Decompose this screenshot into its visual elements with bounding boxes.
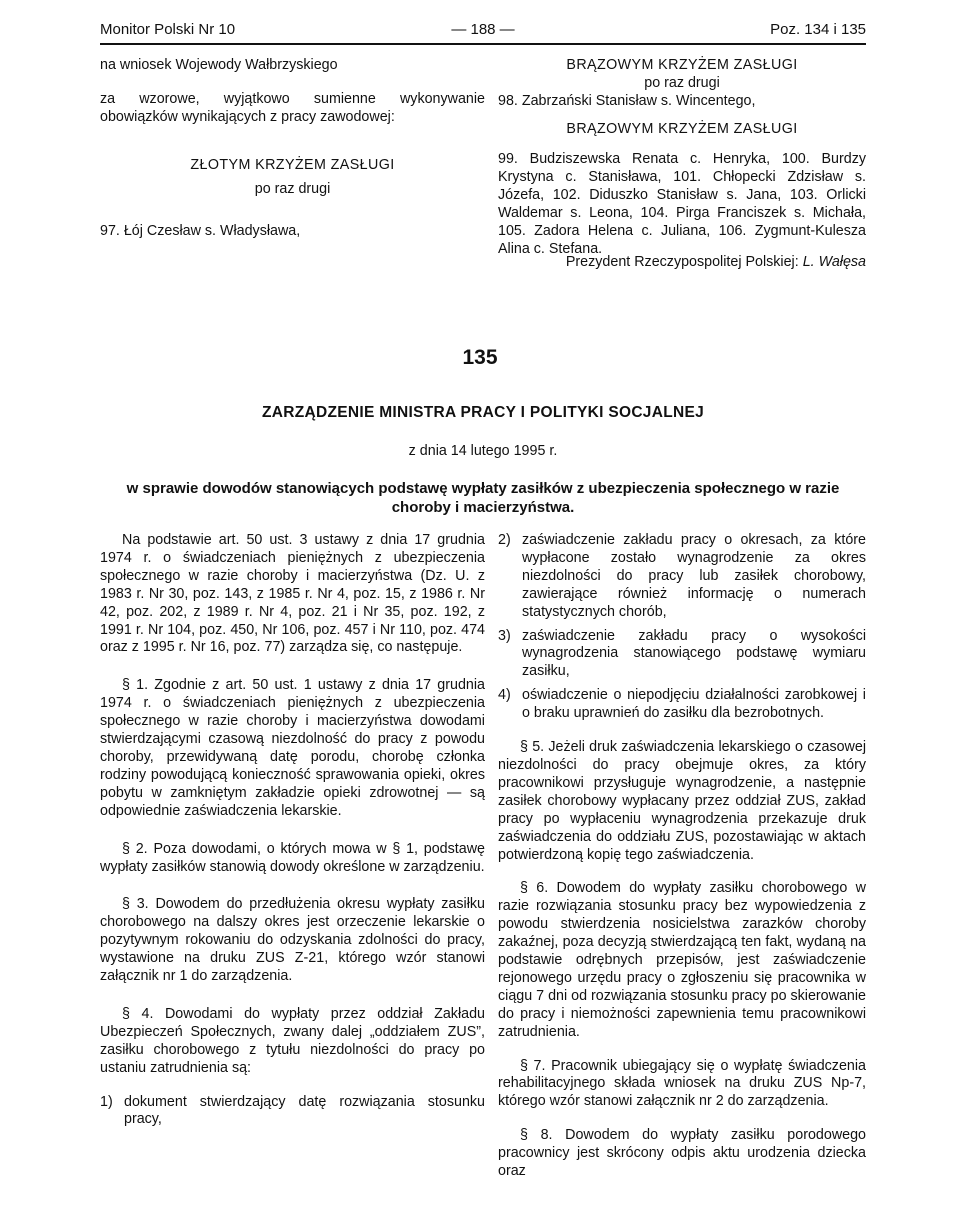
top-right-column	[498, 56, 866, 258]
preamble: Na podstawie art. 50 ust. 3 ustawy z dnia 17 grudnia 1974 r. o świadczeniach pieniężnych z ubezpieczenia społecznego w razie choroby i macierzyństwa (Dz. U. z 1983 r. Nr 30, poz. 143, z 1985 r. Nr 4, poz. 15, z 1986 r. Nr 42, poz. 202, z 1989 r. Nr 4, poz. 21 i Nr 35, poz. 192, z 1991 r. Nr 104, poz. 450, Nr 106, poz. 457 i Nr 110, poz. 474 oraz z 1995 r. Nr 16, poz. 77) zarządza się, co następuje.	[100, 532, 485, 656]
paragraph-5: § 5. Jeżeli druk zaświadczenia lekarskiego o czasowej niezdolności do pracy obejmuje okres, za który pracownikowi przysługuje wynagrodzenie, a następnie zasiłek chorobowy wypłacany przez oddział ZUS, zakład pracy po wypłaceniu wynagrodzenia przekazuje druk zaświadczenia do oddziału ZUS, pozostawiając w aktach potwierdzoną kopię tego zaświadczenia.	[498, 739, 866, 863]
award-title-1: BRĄZOWYM KRZYŻEM ZASŁUGI	[566, 57, 798, 73]
list-item-3	[498, 628, 866, 682]
page-header	[100, 21, 866, 45]
list-item-number: 1)	[100, 1093, 113, 1110]
award-title: ZŁOTYM KRZYŻEM ZASŁUGI	[190, 157, 395, 173]
body-left-column	[100, 532, 485, 1129]
list-item-text: zaświadczenie zakładu pracy o wysokości wynagrodzenia stanowiącego podstawę wymiaru zasiłku,	[522, 627, 866, 680]
paragraph-7: § 7. Pracownik ubiegający się o wypłatę świadczenia rehabilitacyjnego składa wniosek na druku ZUS Np-7, którego wzór stanowi załącznik nr 2 do zarządzenia.	[498, 1057, 866, 1110]
act-date: z dnia 14 lutego 1995 r.	[408, 443, 558, 459]
award-title-2: BRĄZOWYM KRZYŻEM ZASŁUGI	[566, 121, 798, 137]
award-entries-2: 99. Budziszewska Renata c. Henryka, 100. Burdzy Krystyna c. Stanisława, 101. Chłopecki Zdzisław s. Józefa, 102. Diduszko Stanisław s. Jana, 103. Orlicki Waldemar s. Leona, 104. Pirga Franciszek s. Michała, 105. Zadora Helena c. Juliana, 106. Zygmunt-Kulesza Alina c. Stefana.	[498, 151, 866, 257]
paragraph-6: § 6. Dowodem do wypłaty zasiłku chorobowego w razie rozwiązania stosunku pracy bez wypowiedzenia z powodu stwierdzenia nosicielstwa zarazków choroby zakaźnej, poza decyzją stwierdzającą ten fakt, wydaną na podstawie odrębnych przepisów, jest zaświadczenie rejonowego urzędu pracy o zgłoszeniu się pracownika w ciągu 7 dni od rozwiązania stosunku pracy po skierowanie do pracy i niemożności zapewnienia temu pracownikowi zatrudnienia.	[498, 880, 866, 1040]
award-subtitle: po raz drugi	[254, 181, 331, 197]
journal-name: Monitor Polski Nr 10	[100, 21, 236, 38]
body-right-column	[498, 532, 866, 1181]
intro-line: na wniosek Wojewody Wałbrzyskiego	[100, 57, 338, 73]
act-subject: w sprawie dowodów stanowiących podstawę wypłaty zasiłków z ubezpieczenia społecznego w razie choroby i macierzyństwa.	[126, 480, 840, 516]
paragraph-2: § 2. Poza dowodami, o których mowa w § 1, podstawę wypłaty zasiłków stanowią dowody określone w zarządzeniu.	[100, 840, 485, 875]
paragraph-1: § 1. Zgodnie z art. 50 ust. 1 ustawy z dnia 17 grudnia 1974 r. o świadczeniach pieniężnych z ubezpieczenia społecznego w razie choroby i macierzyństwa dowodami stwierdzającymi czasową niezdolność do pracy z powodu choroby, przewidywaną datę porodu, chorobę członka rodziny powodującą konieczność sprawowania opieki, okres pobytu w zamkniętym zakładzie opieki zdrowotnej — są odpowiednie zaświadczenia lekarskie.	[100, 677, 485, 819]
list-item-4	[498, 687, 866, 723]
list-item-number: 3)	[498, 627, 511, 644]
list-item-text: oświadczenie o niepodjęciu działalności zarobkowej i o braku uprawnień do zasiłku dla bezrobotnych.	[522, 687, 866, 722]
paragraph-3: § 3. Dowodem do przedłużenia okresu wypłaty zasiłku chorobowego na dalszy okres jest orzeczenie lekarskie o pozytywnym rokowaniu do odzyskania zdolności do pracy, wystawione na druku ZUS Z-21, którego wzór stanowi załącznik nr 1 do zarządzenia.	[100, 896, 485, 985]
page-number: — 188 —	[451, 21, 515, 38]
list-item-number: 4)	[498, 687, 511, 704]
act-number: 135	[462, 346, 498, 369]
list-item-number: 2)	[498, 532, 511, 548]
signature-prefix: Prezydent Rzeczypospolitej Polskiej:	[565, 254, 803, 270]
award-entry: 97. Łój Czesław s. Władysława,	[100, 223, 301, 239]
signature-name: L. Wałęsa	[802, 254, 866, 270]
top-left-column	[100, 56, 485, 240]
position-numbers: Poz. 134 i 135	[770, 21, 866, 38]
paragraph-4: § 4. Dowodami do wypłaty przez oddział Zakładu Ubezpieczeń Społecznych, zwany dalej „oddziałem ZUS”, zasiłku chorobowego z tytułu niezdolności do pracy po ustaniu zatrudnienia są:	[100, 1005, 485, 1076]
paragraph-8: § 8. Dowodem do wypłaty zasiłku porodowego pracownicy jest skrócony odpis aktu urodzenia dziecka oraz	[498, 1127, 866, 1180]
list-item-text: zaświadczenie zakładu pracy o okresach, za które wypłacone zostało wynagrodzenie za okres niezdolności do pracy lub zasiłek chorobowy, zawierające również informację o numerach statystycznych chorób,	[522, 532, 866, 620]
list-item-1	[100, 1094, 485, 1130]
act-title: ZARZĄDZENIE MINISTRA PRACY I POLITYKI SOCJALNEJ	[261, 404, 705, 421]
award-entry-1: 98. Zabrzański Stanisław s. Wincentego,	[498, 93, 756, 109]
award-subtitle-1: po raz drugi	[644, 75, 720, 91]
list-item-text: dokument stwierdzający datę rozwiązania stosunku pracy,	[124, 1093, 485, 1128]
reason-text: za wzorowe, wyjątkowo sumienne wykonywanie obowiązków wynikających z pracy zawodowej:	[100, 91, 485, 125]
list-item-2	[498, 532, 866, 622]
president-signature	[498, 254, 866, 270]
